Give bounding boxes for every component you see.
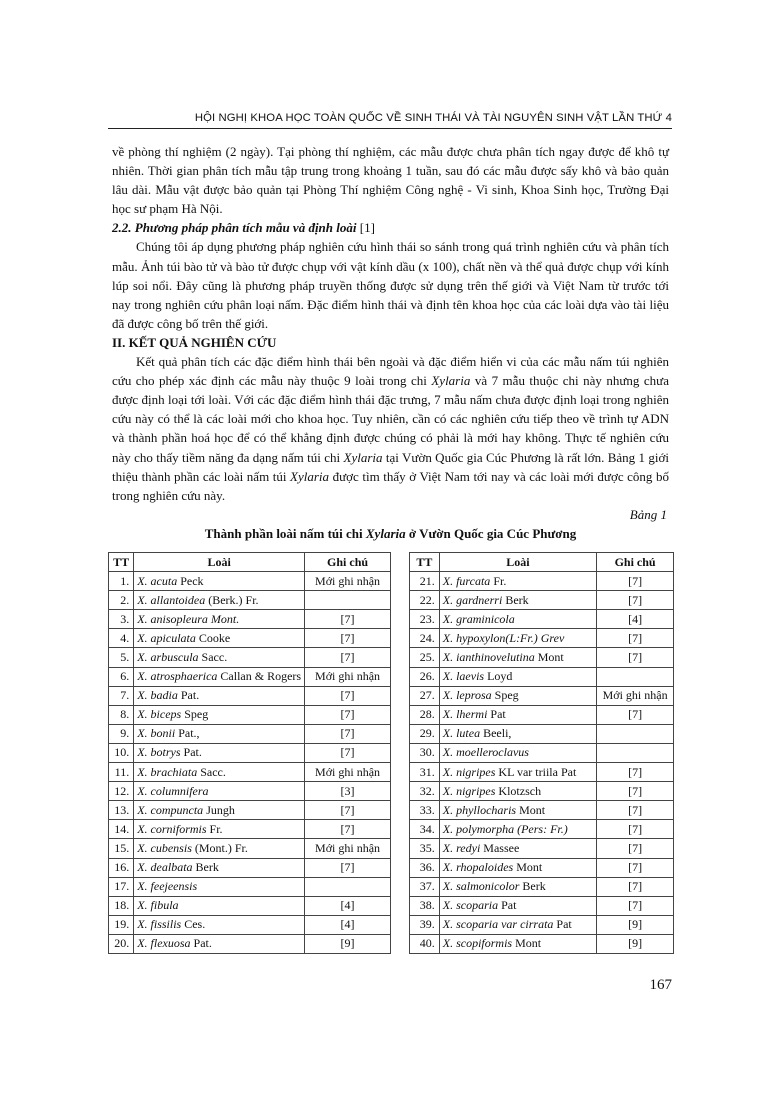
genus-name: Xylaria bbox=[431, 373, 471, 389]
species-name: X. leprosa bbox=[442, 688, 492, 703]
species-author: Pat. bbox=[180, 745, 202, 760]
note-cell: [7] bbox=[305, 610, 391, 629]
table-row bbox=[109, 858, 391, 877]
species-name: X. salmonicolor bbox=[442, 879, 520, 894]
species-cell bbox=[439, 629, 596, 648]
note-cell: [7] bbox=[597, 801, 674, 820]
table-row bbox=[410, 686, 674, 705]
row-number: 12. bbox=[109, 782, 134, 801]
species-author: Pat bbox=[553, 917, 572, 932]
table-row bbox=[109, 572, 391, 591]
row-number: 25. bbox=[410, 648, 440, 667]
row-number: 36. bbox=[410, 858, 440, 877]
table-row bbox=[109, 705, 391, 724]
row-number: 2. bbox=[109, 591, 134, 610]
species-name: X. scoparia var cirrata bbox=[442, 917, 554, 932]
species-author: (Berk.) Fr. bbox=[205, 592, 259, 607]
species-cell bbox=[439, 782, 596, 801]
note-cell bbox=[305, 877, 391, 896]
species-cell bbox=[439, 686, 596, 705]
species-author: Speg bbox=[181, 707, 209, 722]
species-name: X. fibula bbox=[137, 898, 179, 913]
table-row bbox=[410, 839, 674, 858]
table-row bbox=[410, 934, 674, 953]
note-cell: [7] bbox=[597, 820, 674, 839]
note-cell: Mới ghi nhận bbox=[305, 763, 391, 782]
species-name: X. lhermi bbox=[442, 707, 488, 722]
table-row bbox=[109, 743, 391, 762]
table-row bbox=[410, 572, 674, 591]
note-cell: [9] bbox=[597, 934, 674, 953]
species-cell bbox=[439, 591, 596, 610]
species-author: Klotzsch bbox=[495, 783, 542, 798]
species-name: X. bonii bbox=[137, 726, 176, 741]
note-cell bbox=[597, 667, 674, 686]
species-cell bbox=[134, 705, 305, 724]
species-author: Loyd bbox=[484, 669, 513, 684]
column-header-species: Loài bbox=[439, 553, 596, 572]
row-number: 19. bbox=[109, 915, 134, 934]
note-cell: [9] bbox=[305, 934, 391, 953]
paragraph-continuation: về phòng thí nghiệm (2 ngày). Tại phòng thí nghiệm, các mẫu được chưa phân tích ngay được để khô tự nhiên. Thời gian phân tích mẫu tập trung trong khoảng 1 tuần, sau đó các mẫu được sấy khô và bảo quản lâu dài. Mẫu vật được bảo quản tại Phòng Thí nghiệm Công nghệ - Vi sinh, Khoa Sinh học, Trường Đại học sư phạm Hà Nội. bbox=[112, 144, 669, 217]
table-row bbox=[410, 915, 674, 934]
species-cell bbox=[439, 858, 596, 877]
row-number: 3. bbox=[109, 610, 134, 629]
note-cell: [7] bbox=[597, 705, 674, 724]
species-author: Fr. bbox=[206, 821, 223, 836]
note-cell bbox=[305, 591, 391, 610]
species-cell bbox=[439, 839, 596, 858]
table-row bbox=[410, 648, 674, 667]
species-author: (Mont.) Fr. bbox=[191, 840, 248, 855]
note-cell: [7] bbox=[305, 648, 391, 667]
subsection-heading bbox=[112, 218, 669, 237]
species-name: X. flexuosa bbox=[137, 936, 191, 951]
table-row bbox=[109, 915, 391, 934]
caption-text-2: ở Vườn Quốc gia Cúc Phương bbox=[405, 525, 577, 541]
note-cell: [3] bbox=[305, 782, 391, 801]
note-cell: [7] bbox=[305, 858, 391, 877]
species-author: Mont bbox=[513, 860, 543, 875]
table-row bbox=[410, 705, 674, 724]
species-author: Fr. bbox=[490, 573, 507, 588]
species-name: X. apiculata bbox=[137, 630, 196, 645]
running-header: HỘI NGHỊ KHOA HỌC TOÀN QUỐC VỀ SINH THÁI VÀ TÀI NGUYÊN SINH VẬT LẦN THỨ 4 bbox=[194, 112, 672, 124]
note-cell: [7] bbox=[597, 877, 674, 896]
row-number: 5. bbox=[109, 648, 134, 667]
species-author: Mont bbox=[534, 650, 564, 665]
row-number: 40. bbox=[410, 934, 440, 953]
species-cell bbox=[134, 667, 305, 686]
note-cell: [7] bbox=[597, 763, 674, 782]
section-heading: II. KẾT QUẢ NGHIÊN CỨU bbox=[112, 334, 277, 350]
note-cell: Mới ghi nhận bbox=[597, 686, 674, 705]
row-number: 33. bbox=[410, 801, 440, 820]
paragraph-methods: Chúng tôi áp dụng phương pháp nghiên cứu hình thái so sánh trong quá trình nghiên cứu và phân tích mẫu. Ảnh túi bào tử và bào tử được chụp với vật kính dầu (x 100), chất nền và thể quả được chụp với kính lúp soi nổi. Đây cũng là phương pháp truyền thống được sử dụng trên thế giới và Việt Nam từ trước tới nay trong nghiên cứu phân loại nấm. Đặc điểm hình thái và định tên khoa học của các loài dựa vào tài liệu đã được công bố trên thế giới. bbox=[112, 239, 669, 331]
note-cell: [7] bbox=[305, 743, 391, 762]
species-name: X. scoparia bbox=[442, 898, 499, 913]
species-name: X. corniformis bbox=[137, 821, 207, 836]
note-cell: [7] bbox=[597, 629, 674, 648]
table-row bbox=[109, 591, 391, 610]
species-cell bbox=[439, 572, 596, 591]
table-row bbox=[410, 591, 674, 610]
species-cell bbox=[134, 743, 305, 762]
species-cell bbox=[134, 820, 305, 839]
species-name: X. phyllocharis bbox=[442, 802, 517, 817]
row-number: 31. bbox=[410, 763, 440, 782]
note-cell: [7] bbox=[305, 801, 391, 820]
species-cell bbox=[134, 858, 305, 877]
subsection-title: 2.2. Phương pháp phân tích mẫu và định loài bbox=[112, 220, 357, 236]
species-table-right bbox=[409, 552, 674, 954]
species-author: Sacc. bbox=[198, 650, 228, 665]
species-name: X. botrys bbox=[137, 745, 181, 760]
page-body bbox=[112, 142, 669, 543]
species-cell bbox=[439, 896, 596, 915]
note-cell: [7] bbox=[305, 724, 391, 743]
row-number: 4. bbox=[109, 629, 134, 648]
note-cell: [4] bbox=[305, 915, 391, 934]
table-row bbox=[410, 629, 674, 648]
column-header-note: Ghi chú bbox=[305, 553, 391, 572]
note-cell: [7] bbox=[597, 782, 674, 801]
row-number: 32. bbox=[410, 782, 440, 801]
table-header-row bbox=[410, 553, 674, 572]
results-text-4: được tìm thấy ở Việt Nam tới nay và các loài mới được công bố trong nghiên cứu này. bbox=[112, 468, 669, 503]
species-author: Beeli, bbox=[480, 726, 512, 741]
table-row bbox=[410, 610, 674, 629]
species-author: Jungh bbox=[203, 802, 235, 817]
row-number: 11. bbox=[109, 763, 134, 782]
species-author: Pat bbox=[487, 707, 506, 722]
table-row bbox=[109, 896, 391, 915]
note-cell: Mới ghi nhận bbox=[305, 572, 391, 591]
species-author: KL var triila Pat bbox=[495, 764, 577, 779]
row-number: 6. bbox=[109, 667, 134, 686]
species-author: Pat. bbox=[177, 688, 200, 703]
species-author: Callan & Rogers bbox=[217, 669, 302, 684]
table-row bbox=[410, 763, 674, 782]
table-row bbox=[410, 782, 674, 801]
row-number: 23. bbox=[410, 610, 440, 629]
species-name: X. columnifera bbox=[137, 783, 209, 798]
species-name: X. gardnerri bbox=[442, 592, 503, 607]
species-name: X. hypoxylon(L:Fr.) Grev bbox=[442, 630, 565, 645]
species-name: X. biceps bbox=[137, 707, 182, 722]
row-number: 27. bbox=[410, 686, 440, 705]
species-author: Pat bbox=[498, 898, 517, 913]
species-cell bbox=[134, 896, 305, 915]
table-row bbox=[109, 667, 391, 686]
page-number: 167 bbox=[649, 977, 672, 993]
species-author: Speg bbox=[491, 688, 519, 703]
note-cell: [9] bbox=[597, 915, 674, 934]
paragraph-results bbox=[112, 352, 669, 505]
table-row bbox=[410, 724, 674, 743]
results-text-1: Kết quả phân tích các đặc điểm hình thái bên ngoài và đặc điểm hiển vi của các mẫu nấm túi nghiên cứu cho phép xác định các mẫu này thuộc 9 loài trong chi bbox=[112, 354, 669, 389]
species-name: X. laevis bbox=[442, 669, 485, 684]
table-row bbox=[410, 896, 674, 915]
species-cell bbox=[134, 591, 305, 610]
species-name: X. badia bbox=[137, 688, 178, 703]
row-number: 37. bbox=[410, 877, 440, 896]
species-name: X. moelleroclavus bbox=[442, 745, 529, 760]
column-header-note: Ghi chú bbox=[597, 553, 674, 572]
species-name: X. polymorpha (Pers: Fr.) bbox=[442, 821, 568, 836]
species-name: X. furcata bbox=[442, 573, 491, 588]
table-label: Bảng 1 bbox=[629, 506, 667, 522]
table-row bbox=[410, 858, 674, 877]
species-name: X. redyi bbox=[442, 840, 481, 855]
note-cell: [4] bbox=[305, 896, 391, 915]
species-cell bbox=[439, 667, 596, 686]
species-name: X. rhopaloides bbox=[442, 860, 514, 875]
species-cell bbox=[439, 724, 596, 743]
table-row bbox=[109, 801, 391, 820]
species-author: Ces. bbox=[181, 917, 206, 932]
row-number: 8. bbox=[109, 705, 134, 724]
species-cell bbox=[439, 610, 596, 629]
species-name: X. ianthinovelutina bbox=[442, 650, 535, 665]
table-row bbox=[109, 629, 391, 648]
species-cell bbox=[439, 915, 596, 934]
species-name: X. dealbata bbox=[137, 860, 193, 875]
species-name: X. compuncta bbox=[137, 802, 204, 817]
note-cell: [7] bbox=[597, 591, 674, 610]
row-number: 34. bbox=[410, 820, 440, 839]
species-cell bbox=[439, 763, 596, 782]
row-number: 13. bbox=[109, 801, 134, 820]
species-cell bbox=[439, 648, 596, 667]
table-header-row bbox=[109, 553, 391, 572]
subsection-citation: [1] bbox=[356, 220, 375, 236]
species-cell bbox=[134, 877, 305, 896]
row-number: 9. bbox=[109, 724, 134, 743]
species-author: Mont bbox=[516, 802, 546, 817]
note-cell: Mới ghi nhận bbox=[305, 667, 391, 686]
row-number: 24. bbox=[410, 629, 440, 648]
species-name: X. cubensis bbox=[137, 840, 192, 855]
species-author: Berk bbox=[502, 592, 529, 607]
results-text-3: tại Vườn Quốc gia Cúc Phương là rất lớn. Bảng 1 giới thiệu thành phần các loài nấm túi bbox=[112, 449, 669, 484]
table-row bbox=[109, 820, 391, 839]
species-author: Sacc. bbox=[197, 764, 226, 779]
note-cell: Mới ghi nhận bbox=[305, 839, 391, 858]
species-cell bbox=[134, 801, 305, 820]
species-name: X. lutea bbox=[442, 726, 481, 741]
species-cell bbox=[134, 839, 305, 858]
table-row bbox=[410, 667, 674, 686]
species-cell bbox=[134, 724, 305, 743]
species-cell bbox=[134, 934, 305, 953]
table-row bbox=[109, 724, 391, 743]
row-number: 15. bbox=[109, 839, 134, 858]
species-name: X. atrosphaerica bbox=[137, 669, 218, 684]
column-header-species: Loài bbox=[134, 553, 305, 572]
species-author: Pat., bbox=[175, 726, 200, 741]
species-cell bbox=[134, 629, 305, 648]
row-number: 35. bbox=[410, 839, 440, 858]
row-number: 16. bbox=[109, 858, 134, 877]
species-name: X. allantoidea bbox=[137, 592, 206, 607]
row-number: 20. bbox=[109, 934, 134, 953]
table-row bbox=[109, 648, 391, 667]
note-cell: [7] bbox=[597, 839, 674, 858]
genus-name: Xylaria bbox=[290, 468, 330, 484]
row-number: 1. bbox=[109, 572, 134, 591]
note-cell: [7] bbox=[305, 686, 391, 705]
species-author: Massee bbox=[480, 840, 520, 855]
row-number: 10. bbox=[109, 743, 134, 762]
species-tables bbox=[108, 552, 674, 958]
species-name: X. acuta bbox=[137, 573, 178, 588]
species-cell bbox=[134, 915, 305, 934]
table-row bbox=[410, 820, 674, 839]
table-row bbox=[109, 610, 391, 629]
species-name: X. graminicola bbox=[442, 611, 515, 626]
results-text-2: và 7 mẫu thuộc chi này nhưng chưa được định loại tới loài. Với các đặc điểm hình thái đặc trưng, 7 mẫu nấm chưa được định loại trong nghiên cứu này có thể là các loài mới cho khoa học. Tuy nhiên, cần có các nghiên cứu tiếp theo về trình tự ADN và thành phần hoá học để có thể khẳng định được chúng có phải là mới hay không. Thực tế nghiên cứu này cho thấy tiềm năng đa dạng nấm túi chi bbox=[112, 373, 669, 465]
species-cell bbox=[134, 782, 305, 801]
row-number: 18. bbox=[109, 896, 134, 915]
species-cell bbox=[134, 763, 305, 782]
species-name: X. scopiformis bbox=[442, 936, 513, 951]
note-cell bbox=[597, 743, 674, 762]
row-number: 22. bbox=[410, 591, 440, 610]
column-header-tt: TT bbox=[109, 553, 134, 572]
note-cell: [4] bbox=[597, 610, 674, 629]
column-header-tt: TT bbox=[410, 553, 440, 572]
table-row bbox=[109, 934, 391, 953]
species-cell bbox=[439, 743, 596, 762]
species-name: X. nigripes bbox=[442, 783, 496, 798]
table-row bbox=[109, 686, 391, 705]
species-cell bbox=[439, 705, 596, 724]
table-caption bbox=[112, 524, 669, 543]
table-row bbox=[109, 782, 391, 801]
species-author: Peck bbox=[177, 573, 204, 588]
caption-genus: Xylaria bbox=[365, 525, 406, 541]
species-name: X. brachiata bbox=[137, 764, 198, 779]
note-cell: [7] bbox=[305, 705, 391, 724]
row-number: 28. bbox=[410, 705, 440, 724]
row-number: 26. bbox=[410, 667, 440, 686]
species-cell bbox=[439, 820, 596, 839]
species-name: X. arbuscula bbox=[137, 650, 199, 665]
note-cell: [7] bbox=[305, 820, 391, 839]
species-cell bbox=[439, 877, 596, 896]
row-number: 7. bbox=[109, 686, 134, 705]
row-number: 39. bbox=[410, 915, 440, 934]
genus-name: Xylaria bbox=[343, 449, 383, 465]
note-cell: [7] bbox=[597, 648, 674, 667]
note-cell bbox=[597, 724, 674, 743]
table-row bbox=[410, 801, 674, 820]
species-cell bbox=[134, 686, 305, 705]
caption-text-1: Thành phần loài nấm túi chi bbox=[204, 525, 366, 541]
table-row bbox=[109, 763, 391, 782]
species-author: Pat. bbox=[190, 936, 212, 951]
species-author: Cooke bbox=[195, 630, 231, 645]
species-cell bbox=[134, 648, 305, 667]
note-cell: [7] bbox=[597, 572, 674, 591]
species-cell bbox=[439, 934, 596, 953]
note-cell: [7] bbox=[597, 896, 674, 915]
species-author: Berk bbox=[192, 860, 219, 875]
table-row bbox=[410, 877, 674, 896]
species-author: Berk bbox=[519, 879, 546, 894]
species-name: X. nigripes bbox=[442, 764, 496, 779]
species-cell bbox=[134, 610, 305, 629]
table-row bbox=[109, 839, 391, 858]
species-cell bbox=[439, 801, 596, 820]
row-number: 17. bbox=[109, 877, 134, 896]
row-number: 38. bbox=[410, 896, 440, 915]
note-cell: [7] bbox=[597, 858, 674, 877]
header-divider bbox=[108, 128, 672, 129]
table-row bbox=[410, 743, 674, 762]
row-number: 21. bbox=[410, 572, 440, 591]
row-number: 30. bbox=[410, 743, 440, 762]
species-author: Mont bbox=[512, 936, 542, 951]
species-cell bbox=[134, 572, 305, 591]
species-table-left bbox=[108, 552, 391, 954]
table-row bbox=[109, 877, 391, 896]
species-name: X. feejeensis bbox=[137, 879, 198, 894]
species-name: X. anisopleura Mont. bbox=[137, 611, 240, 626]
row-number: 14. bbox=[109, 820, 134, 839]
species-name: X. fissilis bbox=[137, 917, 182, 932]
row-number: 29. bbox=[410, 724, 440, 743]
note-cell: [7] bbox=[305, 629, 391, 648]
